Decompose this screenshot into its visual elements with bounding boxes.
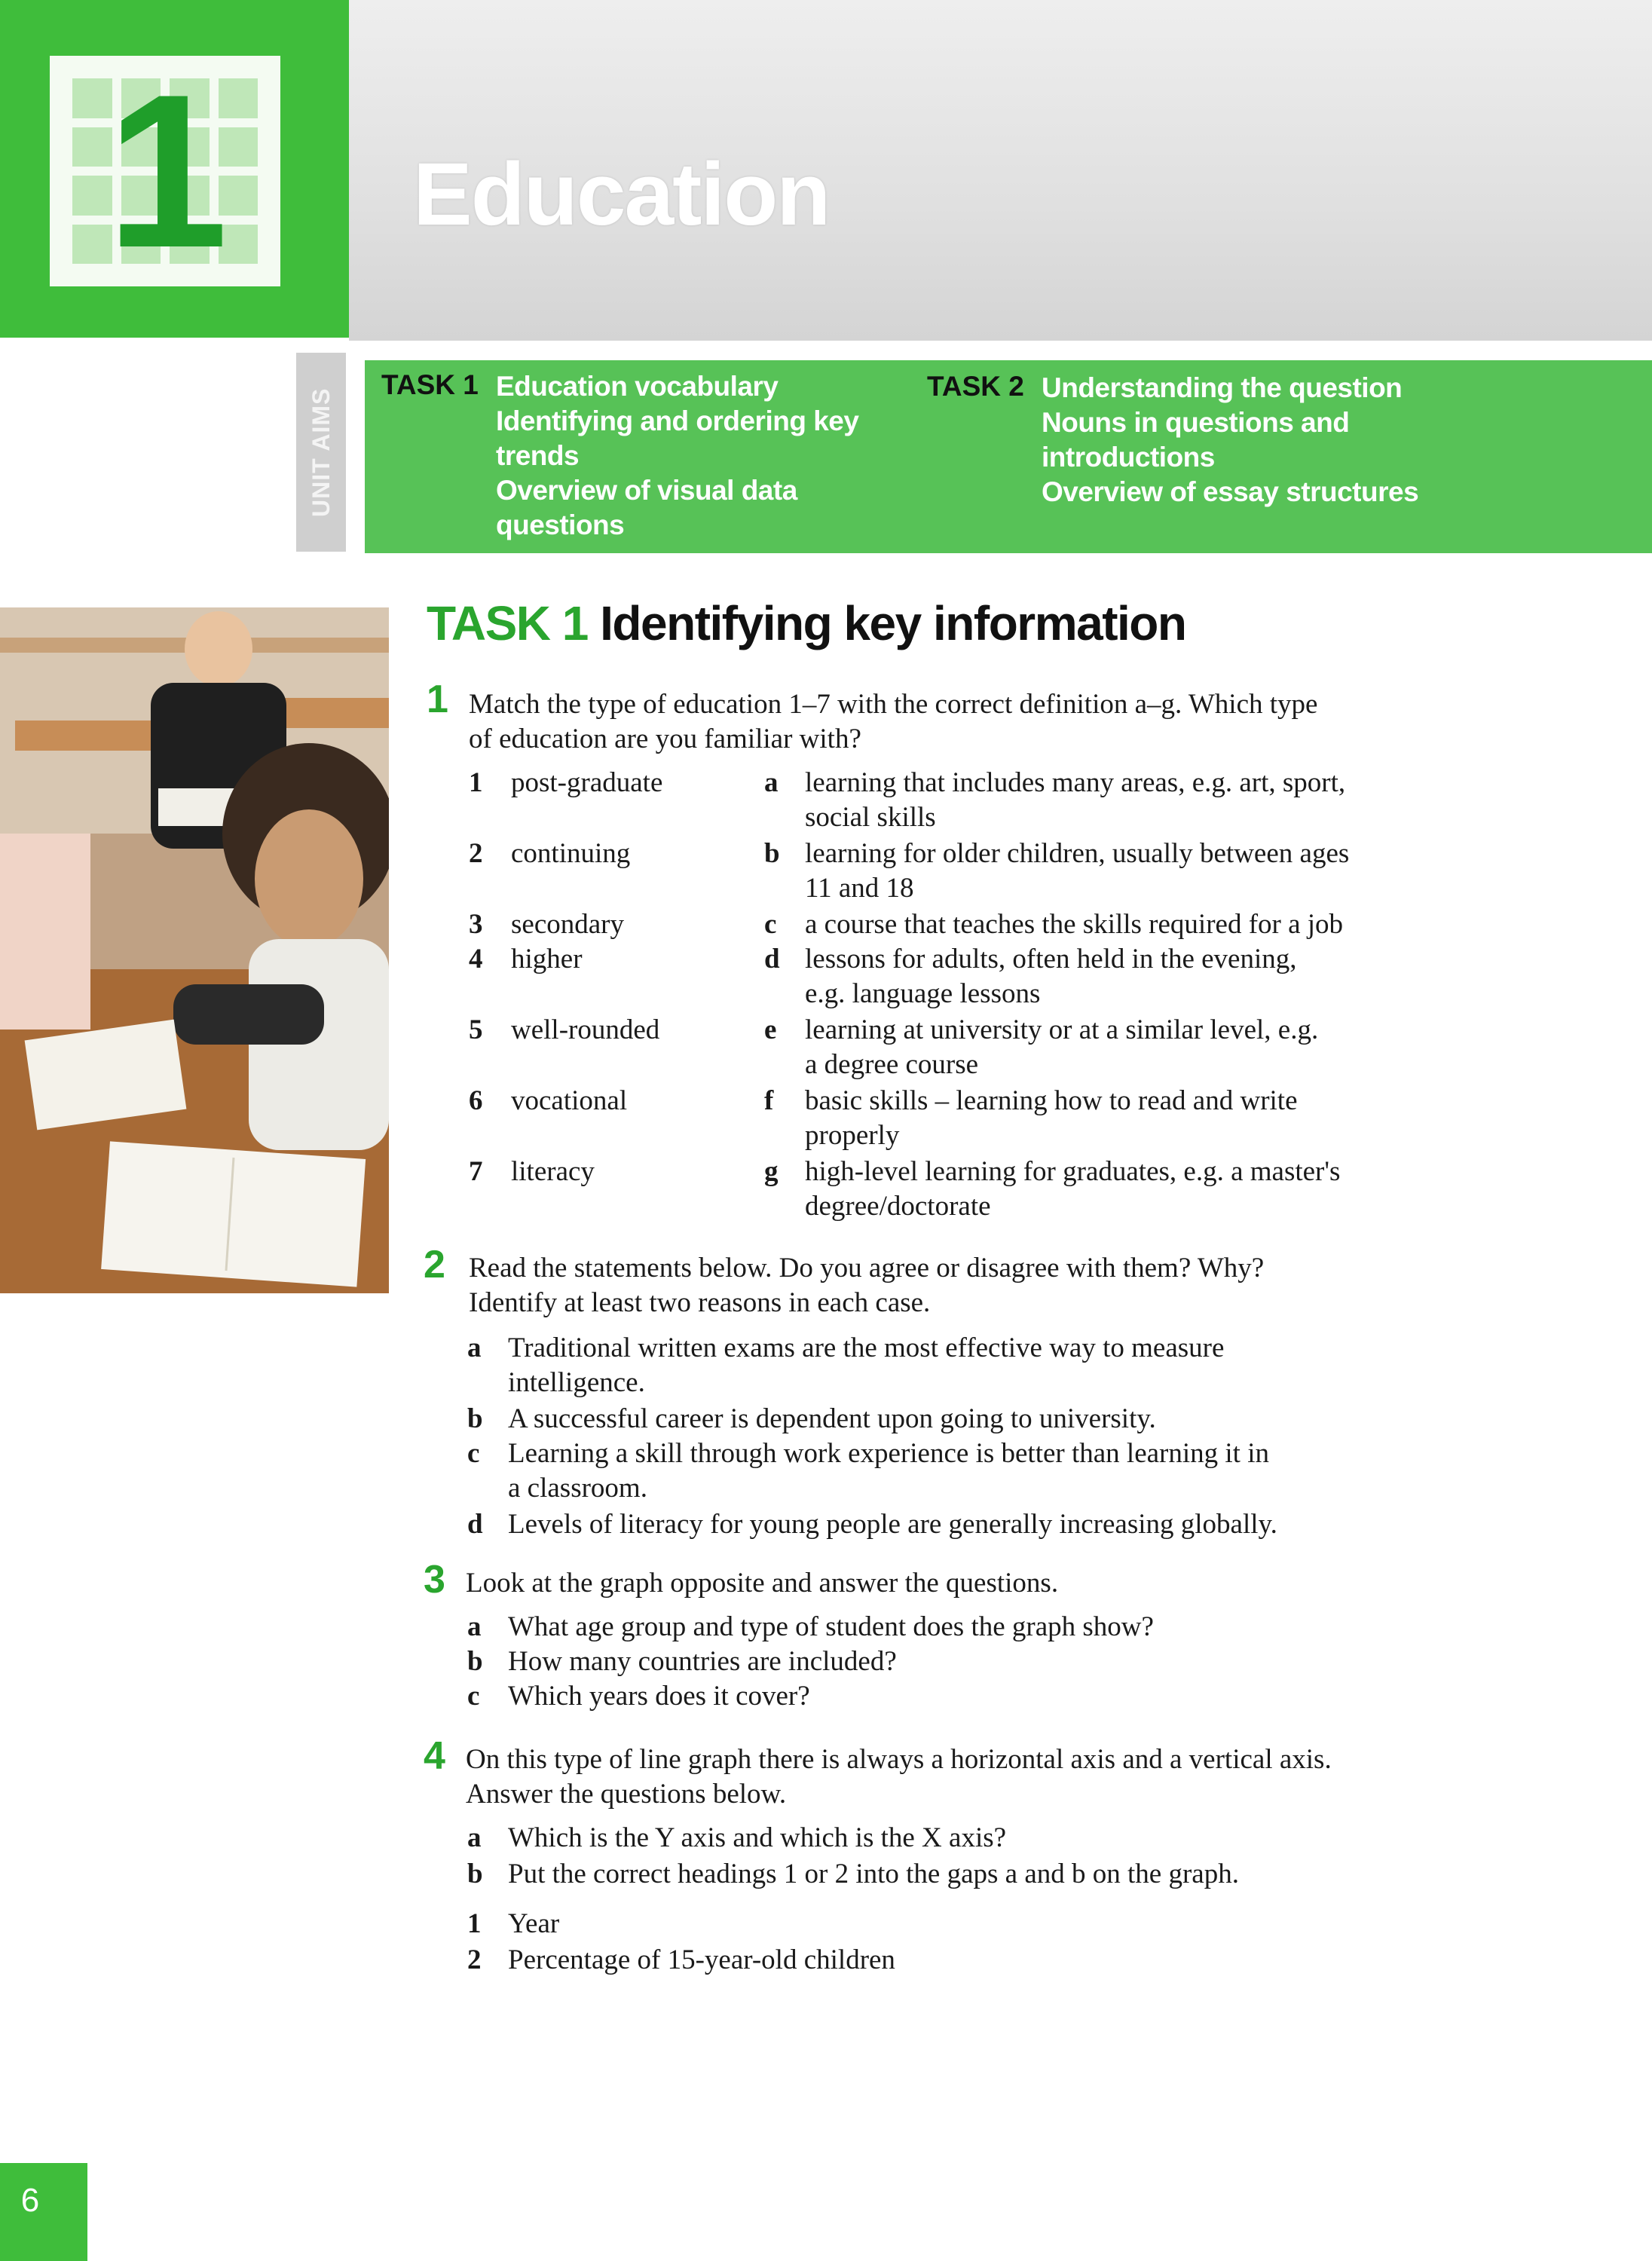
task-heading	[427, 595, 1185, 651]
definition-line: properly	[805, 1120, 900, 1151]
unit-aims-label: UNIT AIMS	[307, 387, 335, 517]
unit-aims-band	[365, 360, 1652, 553]
definition-row	[764, 766, 1533, 833]
definition-line: social skills	[805, 802, 936, 833]
statement-line: a classroom.	[508, 1473, 647, 1504]
aims-item: Overview of visual data	[496, 475, 797, 506]
type-label: literacy	[511, 1156, 595, 1187]
definition-row	[764, 837, 1533, 904]
statement-row	[467, 1436, 1522, 1504]
aims-item: Nouns in questions and	[1042, 407, 1350, 438]
question-text-line: Look at the graph opposite and answer the questions.	[466, 1568, 1059, 1599]
definition-line: a course that teaches the skills required for a job	[805, 909, 1344, 940]
question-letter: a	[467, 1611, 482, 1642]
type-row	[469, 837, 631, 871]
question-1-text	[469, 687, 1524, 757]
type-number: 1	[469, 767, 483, 798]
definition-letter: f	[764, 1085, 774, 1116]
statement-row	[467, 1331, 1522, 1398]
type-number: 7	[469, 1156, 483, 1187]
aims-item: Education vocabulary	[496, 371, 779, 402]
definition-letter: g	[764, 1156, 779, 1187]
statement-letter: a	[467, 1332, 482, 1363]
definition-line: learning at university or at a similar level, e.g.	[805, 1014, 1319, 1045]
type-label: secondary	[511, 909, 624, 940]
question-number: 1	[427, 678, 448, 721]
type-label: vocational	[511, 1085, 628, 1116]
definition-line: learning for older children, usually between ages	[805, 838, 1350, 869]
definition-row	[764, 1155, 1533, 1222]
statement-letter: b	[467, 1403, 483, 1434]
type-row	[469, 1084, 628, 1118]
definition-row	[764, 907, 1533, 942]
heading-option-label: Percentage of 15-year-old children	[508, 1944, 895, 1975]
definition-letter: c	[764, 909, 777, 940]
type-label: post-graduate	[511, 767, 663, 798]
type-number: 2	[469, 838, 483, 869]
question-line: Which is the Y axis and which is the X axis?	[508, 1822, 1007, 1853]
aims-task1-label: TASK 1	[381, 369, 479, 400]
type-row	[469, 907, 624, 942]
definition-line: degree/doctorate	[805, 1191, 991, 1222]
aims-item: Overview of essay structures	[1042, 476, 1419, 507]
statement-line: intelligence.	[508, 1367, 645, 1398]
page-number: 6	[20, 2182, 40, 2219]
type-label: higher	[511, 944, 583, 974]
task-number: TASK 1	[427, 596, 588, 650]
question-row	[467, 1610, 1522, 1645]
classroom-illustration	[0, 607, 389, 1293]
aims-item: questions	[496, 509, 625, 540]
statement-line: Traditional written exams are the most effective way to measure	[508, 1332, 1225, 1363]
question-number: 2	[424, 1243, 445, 1287]
aims-item: introductions	[1042, 442, 1215, 473]
question-number: 3	[424, 1558, 445, 1602]
unit-title: Education	[413, 145, 830, 244]
question-line: What age group and type of student does the graph show?	[508, 1611, 1154, 1642]
heading-option-row	[467, 1943, 1522, 1978]
statement-row	[467, 1402, 1522, 1436]
type-row	[469, 766, 663, 800]
question-text-line: Answer the questions below.	[466, 1779, 787, 1810]
question-row	[467, 1679, 1522, 1714]
definition-letter: a	[764, 767, 779, 798]
aims-item: Identifying and ordering key	[496, 405, 859, 436]
aims-item: Understanding the question	[1042, 372, 1403, 403]
type-label: well-rounded	[511, 1014, 660, 1045]
unit-badge	[0, 0, 349, 338]
question-row	[467, 1857, 1522, 1892]
type-number: 6	[469, 1085, 483, 1116]
definition-letter: b	[764, 838, 780, 869]
statement-row	[467, 1507, 1522, 1542]
type-row	[469, 1013, 660, 1048]
statement-letter: d	[467, 1509, 483, 1540]
statement-line: A successful career is dependent upon going to university.	[508, 1403, 1156, 1434]
question-letter: a	[467, 1822, 482, 1853]
unit-number: 1	[106, 49, 224, 293]
aims-item: trends	[496, 440, 580, 471]
heading-option-row	[467, 1907, 1522, 1941]
statement-line: Learning a skill through work experience is better than learning it in	[508, 1438, 1269, 1469]
question-row	[467, 1645, 1522, 1679]
aims-task2-list	[1042, 371, 1494, 509]
definition-letter: d	[764, 944, 780, 974]
definition-row	[764, 1084, 1533, 1151]
classroom-photo	[0, 607, 389, 1293]
question-line: Put the correct headings 1 or 2 into the gaps a and b on the graph.	[508, 1859, 1239, 1889]
aims-task1-list	[496, 369, 918, 543]
task-title: Identifying key information	[600, 596, 1186, 650]
aims-task2-label: TASK 2	[927, 371, 1024, 402]
unit-number-tile	[50, 49, 280, 293]
type-number: 3	[469, 909, 483, 940]
definition-row	[764, 1013, 1533, 1080]
question-text-line: Read the statements below. Do you agree or disagree with them? Why?	[469, 1253, 1265, 1283]
definition-line: e.g. language lessons	[805, 978, 1041, 1009]
definition-line: 11 and 18	[805, 873, 914, 904]
question-2-text	[469, 1251, 1524, 1320]
unit-aims-tab	[296, 353, 346, 552]
type-number: 4	[469, 944, 483, 974]
definition-line: lessons for adults, often held in the evening,	[805, 944, 1297, 974]
type-row	[469, 1155, 595, 1189]
question-letter: c	[467, 1681, 480, 1712]
type-number: 5	[469, 1014, 483, 1045]
statement-line: Levels of literacy for young people are generally increasing globally.	[508, 1509, 1277, 1540]
definition-line: high-level learning for graduates, e.g. a master's	[805, 1156, 1341, 1187]
question-letter: b	[467, 1859, 483, 1889]
question-line: Which years does it cover?	[508, 1681, 810, 1712]
type-row	[469, 942, 583, 977]
heading-option-number: 2	[467, 1944, 482, 1975]
definition-line: a degree course	[805, 1049, 979, 1080]
question-4-text	[466, 1742, 1536, 1812]
question-number: 4	[424, 1734, 445, 1778]
definition-letter: e	[764, 1014, 777, 1045]
page-number-box	[0, 2163, 87, 2261]
heading-option-label: Year	[508, 1908, 560, 1939]
question-3-text	[466, 1566, 1521, 1601]
question-line: How many countries are included?	[508, 1646, 897, 1677]
type-label: continuing	[511, 838, 631, 869]
question-row	[467, 1821, 1522, 1856]
definition-line: basic skills – learning how to read and write	[805, 1085, 1298, 1116]
definition-line: learning that includes many areas, e.g. art, sport,	[805, 767, 1346, 798]
question-text-line: On this type of line graph there is always a horizontal axis and a vertical axis.	[466, 1744, 1332, 1775]
definition-row	[764, 942, 1533, 1009]
question-text-line: Identify at least two reasons in each case.	[469, 1287, 931, 1318]
question-text-line: Match the type of education 1–7 with the correct definition a–g. Which type	[469, 689, 1318, 720]
question-text-line: of education are you familiar with?	[469, 724, 861, 754]
question-letter: b	[467, 1646, 483, 1677]
heading-option-number: 1	[467, 1908, 482, 1939]
statement-letter: c	[467, 1438, 480, 1469]
